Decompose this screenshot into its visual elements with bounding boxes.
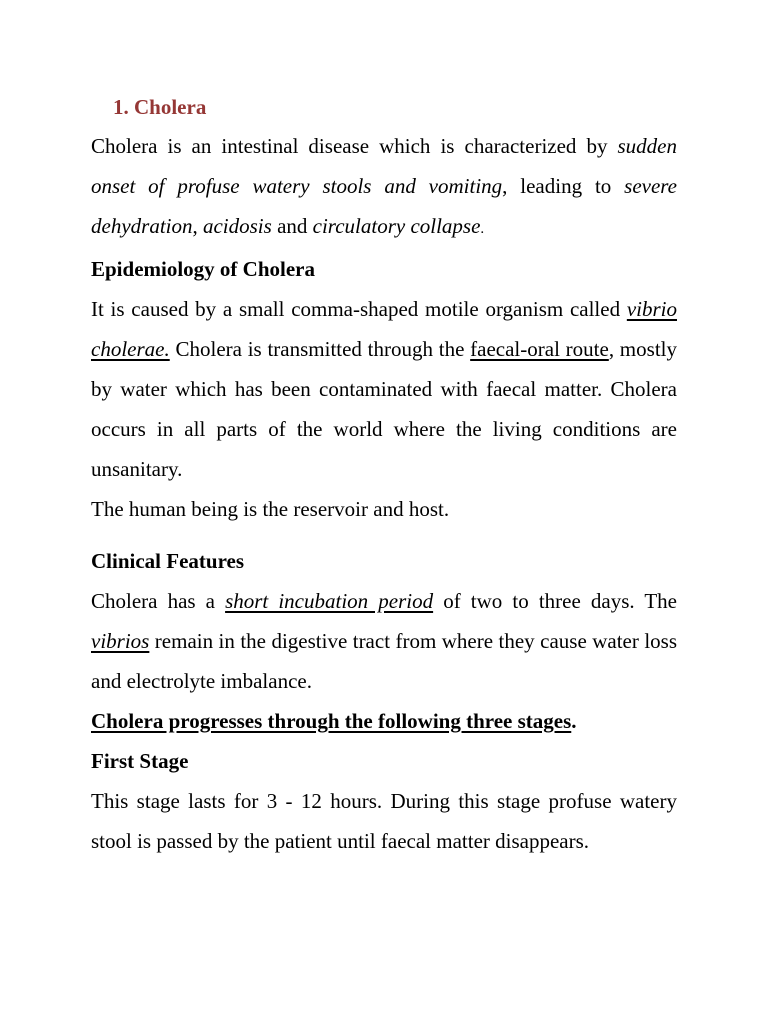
organism-name: vibrio cholerae. — [91, 297, 677, 361]
clinical-paragraph — [91, 581, 677, 701]
clinical-text-1: Cholera has a — [91, 589, 226, 613]
epidemiology-text-1: It is caused by a small comma-shaped motile organism called — [91, 297, 627, 321]
clinical-heading: Clinical Features — [91, 549, 245, 573]
epidemiology-paragraph — [91, 289, 677, 489]
incubation-term: short incubation period — [225, 589, 434, 613]
intro-text-2: , leading to — [502, 174, 625, 198]
clinical-text-2: of two to three days. The — [433, 589, 677, 613]
first-stage-paragraph: This stage lasts for 3 - 12 hours. During this stage profuse watery stool is passed by the patient until faecal matter disappears. — [91, 789, 677, 853]
stages-heading — [91, 701, 677, 741]
intro-text-1: Cholera is an intestinal disease which is characterized by — [91, 134, 618, 158]
stages-heading-period: . — [571, 709, 577, 733]
transmission-route: faecal-oral route — [470, 337, 609, 361]
intro-emphasis-3: acidosis — [202, 214, 272, 238]
intro-emphasis-2: severe dehydration — [91, 174, 677, 238]
intro-paragraph — [91, 126, 677, 249]
epidemiology-text-3: , mostly by water which has been contaminated with faecal matter. Cholera occurs in all parts of the world where the living conditions are unsanitary. — [91, 337, 677, 481]
epidemiology-text-2: Cholera is transmitted through the — [169, 337, 471, 361]
intro-text-4: and — [271, 214, 313, 238]
spacer — [91, 529, 677, 541]
intro-emphasis-1: sudden onset of profuse watery stools and vomiting — [91, 134, 677, 198]
epidemiology-heading: Epidemiology of Cholera — [91, 257, 315, 281]
section-title: 1. Cholera — [113, 95, 207, 119]
stages-heading-text: Cholera progresses through the following three stages — [91, 709, 572, 733]
first-stage-heading: First Stage — [91, 749, 189, 773]
vibrios-term: vibrios — [91, 629, 150, 653]
intro-text-5: . — [480, 221, 485, 237]
intro-emphasis-4: circulatory collapse — [312, 214, 481, 238]
clinical-text-3: remain in the digestive tract from where they cause water loss and electrolyte imbalance. — [91, 629, 677, 693]
intro-text-3: , — [192, 214, 203, 238]
reservoir-paragraph: The human being is the reservoir and host. — [91, 497, 450, 521]
